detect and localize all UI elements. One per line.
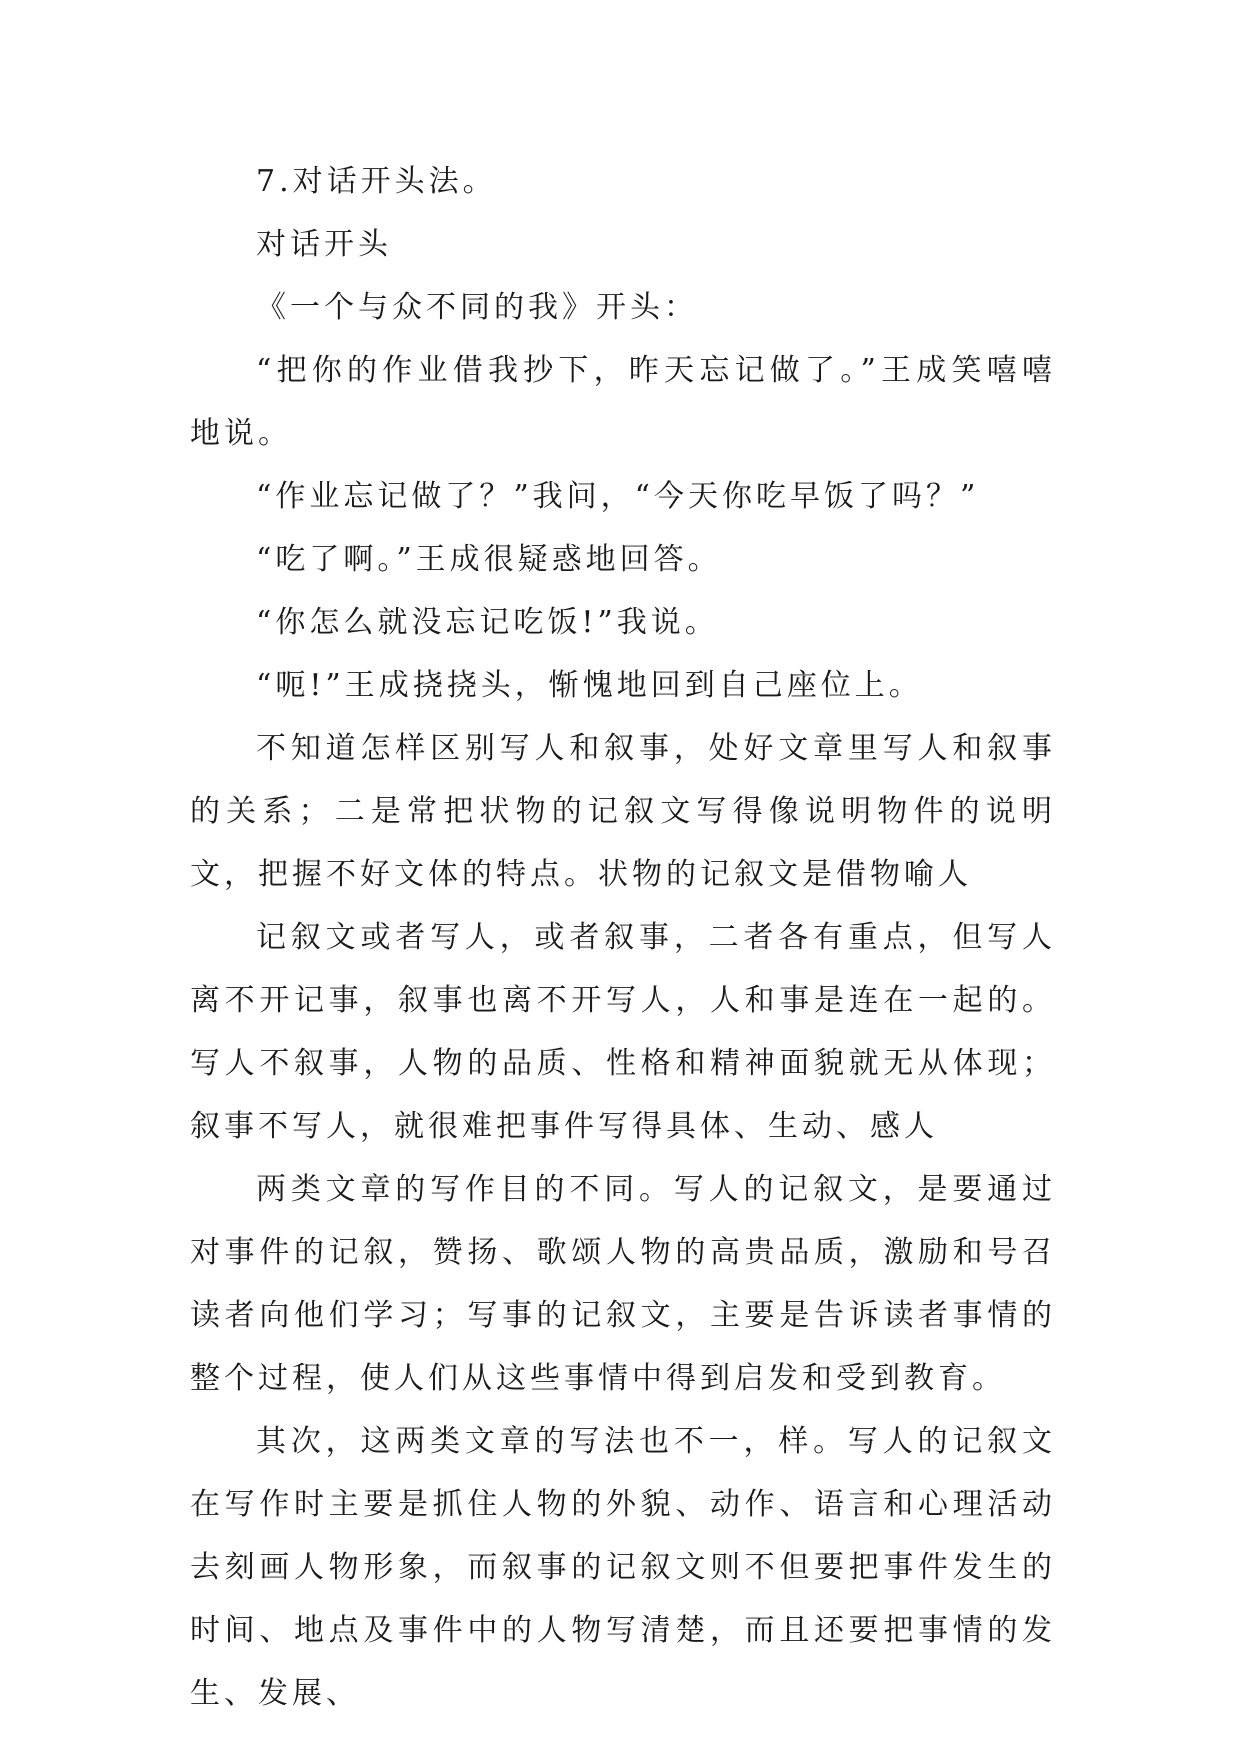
dialogue-line: “作业忘记做了？”我问，“今天你吃早饭了吗？” xyxy=(256,479,980,514)
dialogue-line: “吃了啊。”王成很疑惑地回答。 xyxy=(256,542,722,577)
dialogue-line: “你怎么就没忘记吃饭!”我说。 xyxy=(256,605,719,640)
body-paragraph: 两类文章的写作目的不同。写人的记叙文，是要通过对事件的记叙，赞扬、歌颂人物的高贵品质，激励和号召读者向他们学习；写事的记叙文，主要是告诉读者事情的整个过程，使人们从这些事情中得到启发和受到教育。 xyxy=(190,1172,1056,1396)
example-title: 《一个与众不同的我》开头： xyxy=(256,290,698,325)
section-heading: 7.对话开头法。 xyxy=(256,164,497,199)
body-paragraph: 记叙文或者写人，或者叙事，二者各有重点，但写人离不开记事，叙事也离不开写人，人和事是连在一起的。写人不叙事，人物的品质、性格和精神面貌就无从体现；叙事不写人，就很难把事件写得具体、生动、感人 xyxy=(190,920,1056,1144)
subheading: 对话开头 xyxy=(256,227,392,262)
body-paragraph: 其次，这两类文章的写法也不一，样。写人的记叙文在写作时主要是抓住人物的外貌、动作、语言和心理活动去刻画人物形象，而叙事的记叙文则不但要把事件发生的时间、地点及事件中的人物写清楚，而且还要把事情的发生、发展、 xyxy=(190,1424,1056,1711)
dialogue-line: “呃!”王成挠挠头，惭愧地回到自己座位上。 xyxy=(256,668,923,703)
dialogue-line: “把你的作业借我抄下，昨天忘记做了。”王成笑嘻嘻地说。 xyxy=(190,353,1056,451)
body-paragraph: 不知道怎样区别写人和叙事，处好文章里写人和叙事的关系；二是常把状物的记叙文写得像说明物件的说明文，把握不好文体的特点。状物的记叙文是借物喻人 xyxy=(190,731,1056,892)
document-body xyxy=(190,150,1056,1725)
